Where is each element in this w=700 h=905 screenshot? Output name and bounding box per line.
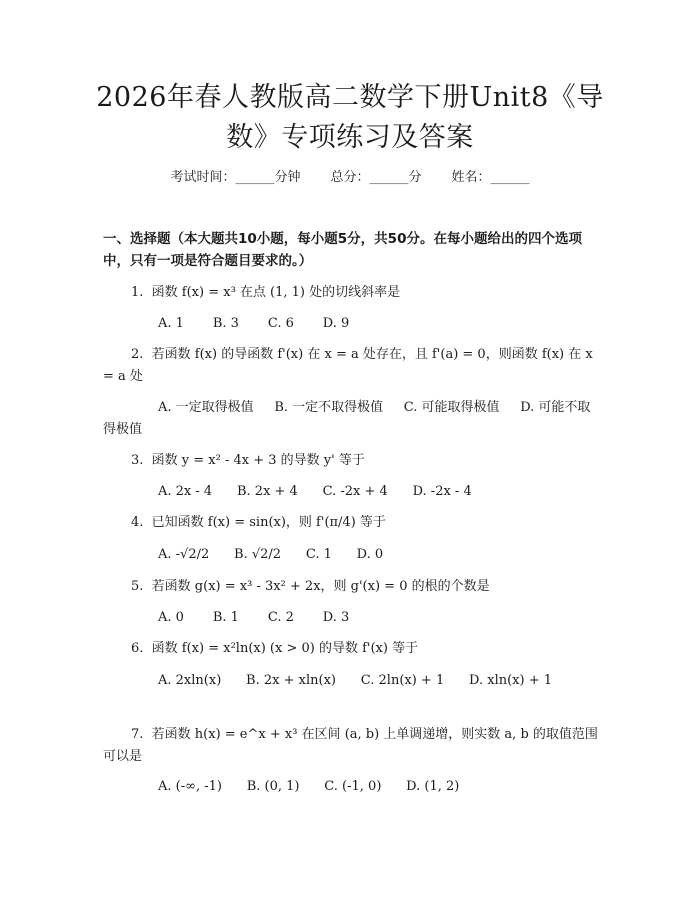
- question-stem: 4. 已知函数 f(x) = sin(x)，则 f'(π/4) 等于: [131, 515, 386, 530]
- exam-score-label: 总分：______分: [330, 170, 422, 185]
- question-options: A. 0 B. 1 C. 2 D. 3: [158, 610, 350, 625]
- exam-info-line: [0, 168, 700, 188]
- question-stem: 3. 函数 y = x² - 4x + 3 的导数 y' 等于: [131, 453, 365, 468]
- question-options: A. 2x - 4 B. 2x + 4 C. -2x + 4 D. -2x - 4: [158, 484, 472, 499]
- question-stem: 5. 若函数 g(x) = x³ - 3x² + 2x，则 g'(x) = 0 的根的个数是: [131, 579, 490, 594]
- question-options: A. 1 B. 3 C. 6 D. 9: [158, 316, 350, 331]
- question-stem: 7. 若函数 h(x) = e^x + x³ 在区间 (a, b) 上单调递增，则实数 a, b 的取值范围可以是: [103, 727, 598, 764]
- section-heading: 一、选择题（本大题共10小题，每小题5分，共50分。在每小题给出的四个选项中，只有一项是符合题目要求的。）: [103, 231, 582, 269]
- question-stem: 6. 函数 f(x) = x²ln(x) (x > 0) 的导数 f'(x) 等于: [131, 641, 419, 656]
- question-options: A. (-∞, -1) B. (0, 1) C. (-1, 0) D. (1, 2): [158, 779, 460, 794]
- question-stem: 2. 若函数 f(x) 的导函数 f'(x) 在 x = a 处存在，且 f'(a) = 0，则函数 f(x) 在 x = a 处: [103, 347, 597, 384]
- exam-name-label: 姓名：______: [451, 170, 530, 185]
- page-title: 2026年春人教版高二数学下册Unit8《导数》专项练习及答案: [96, 82, 604, 153]
- question-options: A. 2xln(x) B. 2x + xln(x) C. 2ln(x) + 1 D. xln(x) + 1: [158, 673, 552, 688]
- question-options: A. 一定取得极值 B. 一定不取得极值 C. 可能取得极值 D. 可能不取得极值: [103, 400, 591, 437]
- question-stem: 1. 函数 f(x) = x³ 在点 (1, 1) 处的切线斜率是: [131, 285, 401, 300]
- exam-time-label: 考试时间：______分钟: [170, 170, 301, 185]
- question-options: A. -√2/2 B. √2/2 C. 1 D. 0: [158, 547, 384, 562]
